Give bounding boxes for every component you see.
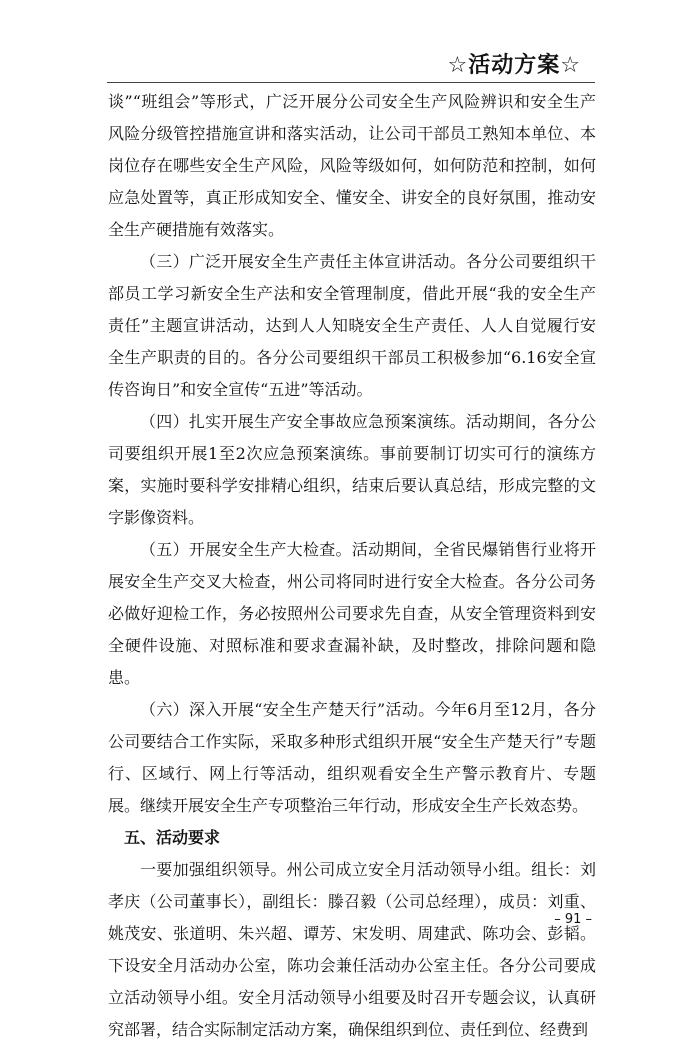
header-title: ☆活动方案☆ <box>447 53 581 78</box>
paragraph-item-6: （六）深入开展“安全生产楚天行”活动。今年6月至12月，各分公司要结合工作实际，采取多种形式组织开展“安全生产楚天行”专题行、区域行、网上行等活动，组织观看安全生产警示教育片、专题展。继续开展安全生产专项整治三年行动，形成安全生产长效态势。 <box>108 700 596 815</box>
paragraph-requirements: 一要加强组织领导。州公司成立安全月活动领导小组。组长：刘孝庆（公司董事长），副组长：滕召毅（公司总经理），成员：刘重、姚茂安、张道明、朱兴超、谭芳、宋发明、周建武、陈功会、彭韬。下设安全月活动办公室，陈功会兼任活动办公室主任。各分公司要成立活动领导小组。安全月活动领导小组要及时召开专题会议，认真研究部署，结合实际制定活动方案，确保组织到位、责任到位、经费到 <box>108 860 596 1039</box>
page-number: – 91 – <box>554 912 592 927</box>
paragraph-item-3: （三）广泛开展安全生产责任主体宣讲活动。各分公司要组织干部员工学习新安全生产法和安全管理制度，借此开展“我的安全生产责任”主题宣讲活动，达到人人知晓安全生产责任、人人自觉履行安全生产职责的目的。各分公司要组织干部员工积极参加“6.16安全宣传咨询日”和安全宣传“五进”等活动。 <box>108 252 596 399</box>
page-header <box>107 48 595 83</box>
document-body <box>108 86 596 1046</box>
section-heading: 五、活动要求 <box>124 828 221 847</box>
paragraph-item-4: （四）扎实开展生产安全事故应急预案演练。活动期间，各分公司要组织开展1至2次应急预案演练。事前要制订切实可行的演练方案，实施时要科学安排精心组织，结束后要认真总结，形成完整的文字影像资料。 <box>108 412 596 527</box>
paragraph-item-5: （五）开展安全生产大检查。活动期间，全省民爆销售行业将开展安全生产交叉大检查，州公司将同时进行安全大检查。各分公司务必做好迎检工作，务必按照州公司要求先自查，从安全管理资料到安全硬件设施、对照标准和要求查漏补缺，及时整改，排除问题和隐患。 <box>108 540 596 687</box>
paragraph-continued: 谈”“班组会”等形式，广泛开展分公司安全生产风险辨识和安全生产风险分级管控措施宣讲和落实活动，让公司干部员工熟知本单位、本岗位存在哪些安全生产风险，风险等级如何，如何防范和控制，如何应急处置等，真正形成知安全、懂安全、讲安全的良好氛围，推动安全生产硬措施有效落实。 <box>108 92 596 239</box>
